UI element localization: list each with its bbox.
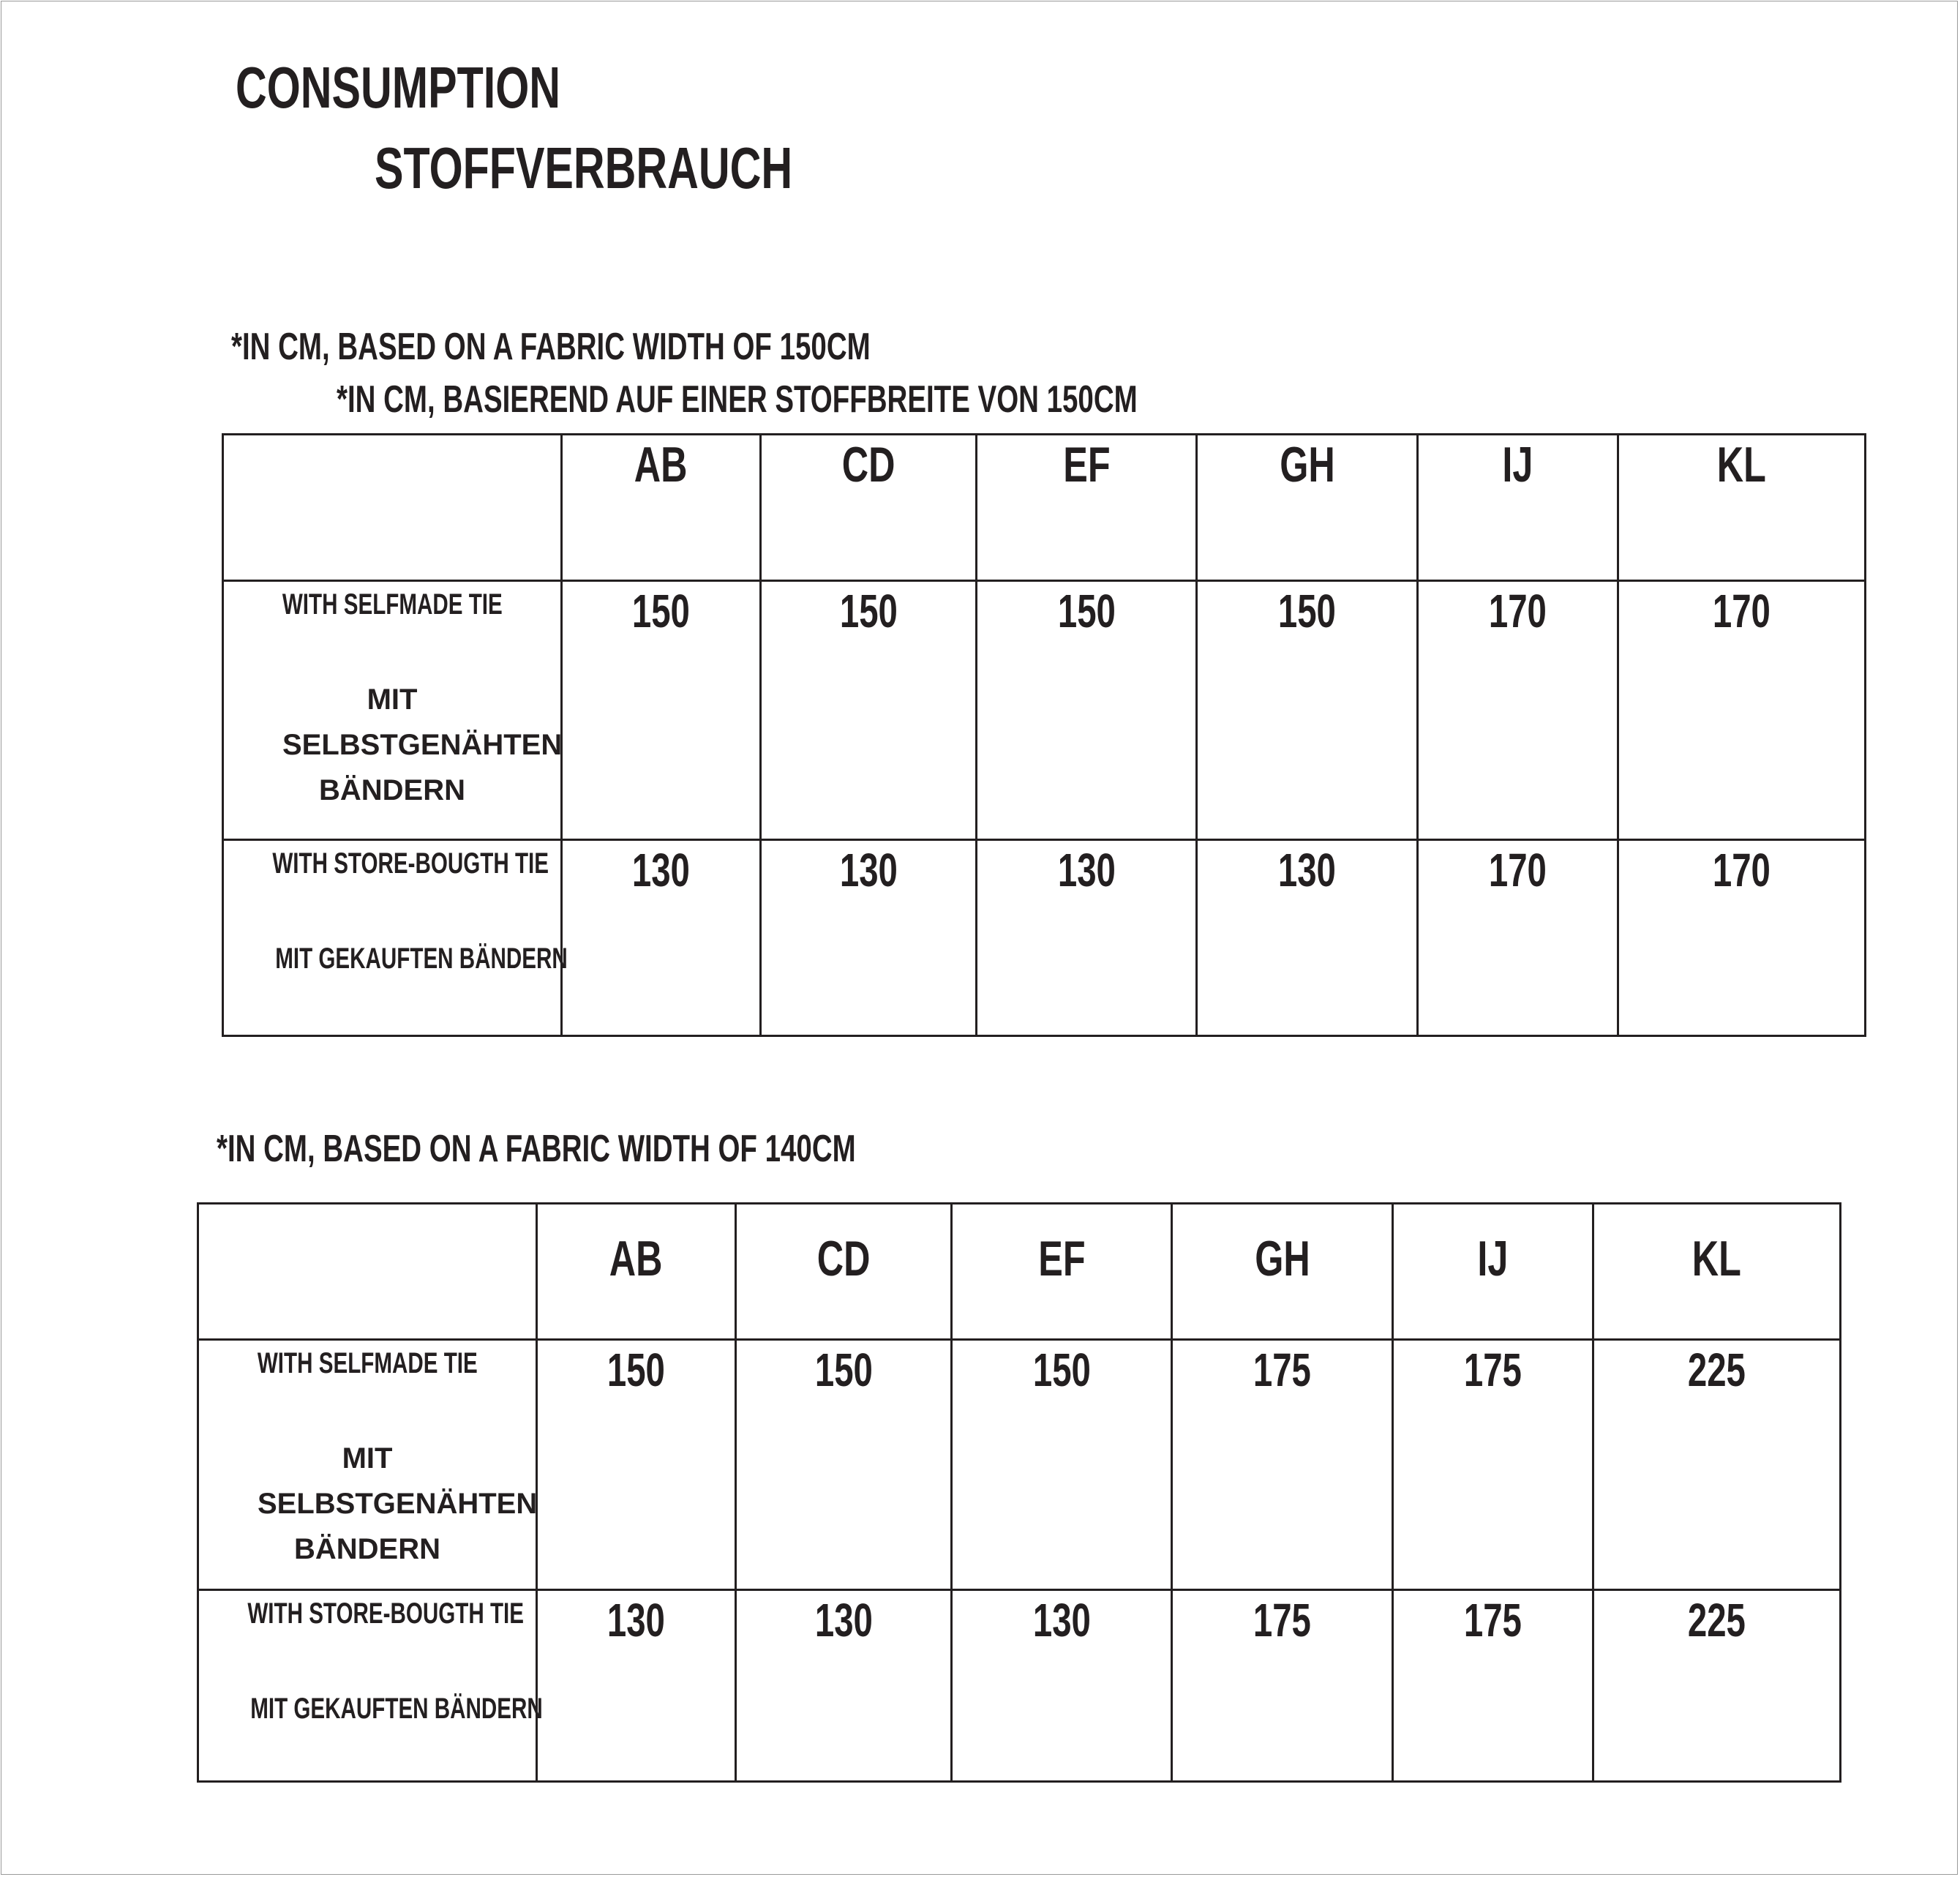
table-header-row (198, 1204, 1841, 1340)
value-cell: 130 (952, 1590, 1172, 1782)
value-cell: 130 (736, 1590, 952, 1782)
row-label-selfmade-tie: WITH SELFMADE TIE MIT SELBSTGENÄHTEN BÄNDERN (223, 581, 562, 840)
value-cell: 175 (1393, 1590, 1593, 1782)
value-cell: 150 (761, 581, 977, 840)
table-header-row (223, 435, 1866, 581)
value-cell: 130 (1197, 840, 1418, 1036)
value-cell: 130 (761, 840, 977, 1036)
value-cell: 225 (1593, 1590, 1841, 1782)
row-label-store-bought-tie: WITH STORE-BOUGTH TIE MIT GEKAUFTEN BÄNDERN (223, 840, 562, 1036)
size-header-cd: CD (736, 1204, 952, 1340)
size-header-ab: AB (537, 1204, 736, 1340)
size-header-ef: EF (977, 435, 1197, 581)
table-1-note-de: *IN CM, BASIEREND AUF EINER STOFFBREITE VON 150CM (337, 378, 1138, 421)
size-header-ij: IJ (1418, 435, 1618, 581)
value-cell: 170 (1618, 581, 1866, 840)
size-header-ef: EF (952, 1204, 1172, 1340)
size-header-gh: GH (1197, 435, 1418, 581)
value-cell: 130 (977, 840, 1197, 1036)
row-label-store-bought-tie: WITH STORE-BOUGTH TIE MIT GEKAUFTEN BÄNDERN (198, 1590, 537, 1782)
value-cell: 175 (1393, 1340, 1593, 1590)
value-cell: 130 (537, 1590, 736, 1782)
consumption-table-140cm (197, 1202, 1841, 1783)
value-cell: 175 (1172, 1590, 1393, 1782)
value-cell: 150 (537, 1340, 736, 1590)
value-cell: 175 (1172, 1340, 1393, 1590)
size-header-ab: AB (562, 435, 761, 581)
size-header-kl: KL (1618, 435, 1866, 581)
page-title-de: STOFFVERBRAUCH (375, 135, 793, 201)
value-cell: 170 (1418, 581, 1618, 840)
size-header-ij: IJ (1393, 1204, 1593, 1340)
value-cell: 150 (562, 581, 761, 840)
size-header-gh: GH (1172, 1204, 1393, 1340)
table-1-note-en: *IN CM, BASED ON A FABRIC WIDTH OF 150CM (231, 326, 871, 368)
value-cell: 150 (952, 1340, 1172, 1590)
table-row-selfmade-tie (223, 581, 1866, 840)
table-row-store-bought-tie (223, 840, 1866, 1036)
header-empty-cell (198, 1204, 537, 1340)
consumption-table-150cm (222, 433, 1866, 1037)
table-row-store-bought-tie (198, 1590, 1841, 1782)
row-label-selfmade-tie: WITH SELFMADE TIE MIT SELBSTGENÄHTEN BÄNDERN (198, 1340, 537, 1590)
value-cell: 130 (562, 840, 761, 1036)
value-cell: 225 (1593, 1340, 1841, 1590)
header-empty-cell (223, 435, 562, 581)
value-cell: 150 (736, 1340, 952, 1590)
value-cell: 170 (1418, 840, 1618, 1036)
value-cell: 150 (1197, 581, 1418, 840)
value-cell: 170 (1618, 840, 1866, 1036)
size-header-cd: CD (761, 435, 977, 581)
page-title-en: CONSUMPTION (236, 55, 560, 120)
value-cell: 150 (977, 581, 1197, 840)
table-row-selfmade-tie (198, 1340, 1841, 1590)
table-2-note-en: *IN CM, BASED ON A FABRIC WIDTH OF 140CM (217, 1128, 856, 1170)
size-header-kl: KL (1593, 1204, 1841, 1340)
